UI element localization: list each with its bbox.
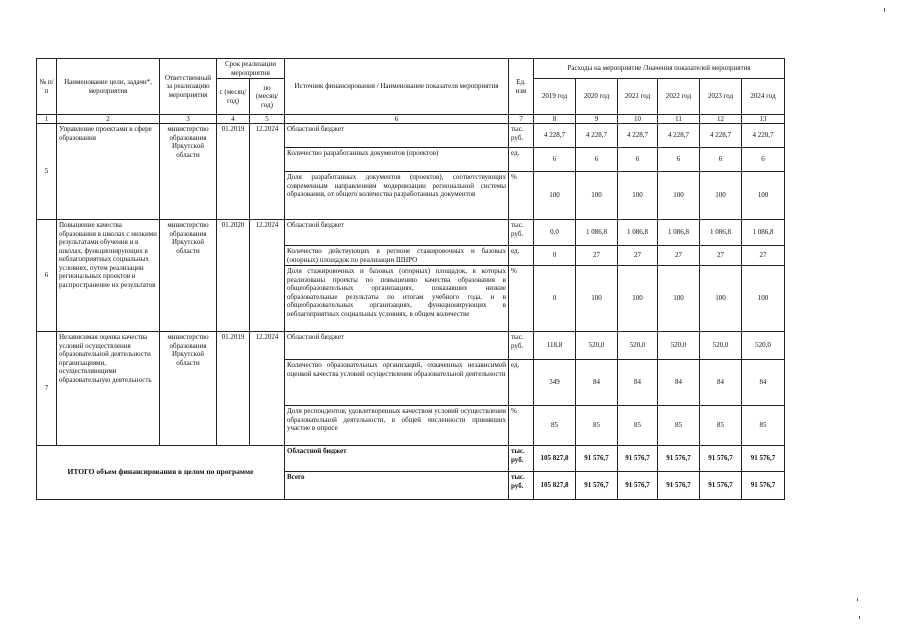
year-value: 84 [700,360,742,406]
unit: тыс. руб. [509,124,534,148]
source-indicator: Доля респондентов, удовлетворенных качеством условий осуществления образовательной деятельности, в общей численности принявших участие в опросе [285,406,509,446]
year-value: 100 [618,172,658,220]
period-from: 01.2020 [217,220,250,332]
total-value: 91 576,7 [618,472,658,500]
year-value: 27 [658,246,700,266]
year-value: 118,8 [534,332,576,360]
year-value: 4 228,7 [742,124,785,148]
year-value: 0 [534,246,576,266]
unit: тыс. руб. [509,220,534,246]
year-value: 100 [742,172,785,220]
unit: ед. [509,360,534,406]
table-row [37,332,785,360]
column-number: 2 [57,115,160,124]
year-value: 85 [534,406,576,446]
year-value: 27 [576,246,618,266]
year-value: 1 086,8 [576,220,618,246]
year-value: 4 228,7 [658,124,700,148]
period-to: 12.2024 [250,332,285,446]
header-unit: Ед. изм [509,59,534,115]
header-year: 2024 год [742,79,785,115]
activity-name: Независимая оценка качества условий осуществления образовательной деятельности организациями, осуществляющими образовательную деятельность [57,332,160,446]
header-responsible: Ответственный за реализацию мероприятия [160,59,217,115]
header-year: 2022 год [658,79,700,115]
total-value: 91 576,7 [700,446,742,472]
year-value: 100 [618,266,658,332]
year-value: 27 [742,246,785,266]
column-number: 11 [658,115,700,124]
header-source: Источник финансирования / Наименование показателя мероприятия [285,59,509,115]
year-value: 6 [534,148,576,172]
column-number: 9 [576,115,618,124]
year-value: 6 [658,148,700,172]
year-value: 6 [742,148,785,172]
year-value: 27 [700,246,742,266]
year-value: 100 [658,266,700,332]
year-value: 520,0 [618,332,658,360]
year-value: 84 [658,360,700,406]
year-value: 27 [618,246,658,266]
source-indicator: Областной бюджет [285,220,509,246]
activity-name: Повышение качества образования в школах с низкими результатами обучения и в школах, функционирующих в неблагоприятных социальных условиях, путем реализации региональных проектов и распространение их результатов [57,220,160,332]
column-number: 3 [160,115,217,124]
unit: % [509,172,534,220]
year-value: 6 [618,148,658,172]
column-number-row [37,115,785,124]
total-value: 91 576,7 [658,446,700,472]
column-number: 13 [742,115,785,124]
unit: % [509,266,534,332]
responsible-org: министерство образования Иркутской области [160,124,217,220]
total-source: Всего [285,472,509,500]
total-value: 91 576,7 [742,472,785,500]
source-indicator: Областной бюджет [285,124,509,148]
total-unit: тыс. руб. [509,472,534,500]
column-number: 7 [509,115,534,124]
total-unit: тыс. руб. [509,446,534,472]
year-value: 100 [700,172,742,220]
year-value: 6 [576,148,618,172]
section-number: 5 [37,124,57,220]
total-value: 91 576,7 [576,472,618,500]
year-value: 84 [618,360,658,406]
total-label: ИТОГО объем финансирования в целом по программе [37,446,285,500]
total-value: 91 576,7 [618,446,658,472]
header-year: 2020 год [576,79,618,115]
section-number: 6 [37,220,57,332]
total-source: Областной бюджет [285,446,509,472]
total-value: 91 576,7 [742,446,785,472]
year-value: 84 [742,360,785,406]
total-value: 91 576,7 [576,446,618,472]
year-value: 520,0 [700,332,742,360]
program-activities-table [36,58,785,500]
year-value: 520,0 [576,332,618,360]
header-num: № п/п [37,59,57,115]
column-number: 5 [250,115,285,124]
section-number: 7 [37,332,57,446]
year-value: 100 [576,172,618,220]
header-name: Наименование цели, задачи*, мероприятия [57,59,160,115]
table-row [37,220,785,246]
header-period-from: с (месяц/ год) [217,79,250,115]
scan-mark [857,598,858,601]
year-value: 0 [534,266,576,332]
year-value: 85 [700,406,742,446]
column-number: 12 [700,115,742,124]
year-value: 1 086,8 [742,220,785,246]
column-number: 1 [37,115,57,124]
unit: ед. [509,246,534,266]
year-value: 100 [576,266,618,332]
year-value: 520,0 [658,332,700,360]
unit: % [509,406,534,446]
source-indicator: Доля стажировочных и базовых (опорных) площадок, в которых реализованы проекты по повышению качества образования в общеобразовательных организациях, показавших низкие образовательные результаты по итогам учебного года, и в общеобразовательных организациях, функционирующих в неблагоприятных социальных условиях, в общем количестве [285,266,509,332]
total-value: 91 576,7 [700,472,742,500]
source-indicator: Количество действующих в регионе стажировочных и базовых (опорных) площадок по реализации ШНРО [285,246,509,266]
year-value: 4 228,7 [534,124,576,148]
year-value: 85 [658,406,700,446]
document-page [36,58,785,500]
header-period: Срок реализации мероприятия [217,59,285,79]
column-number: 4 [217,115,250,124]
responsible-org: министерство образования Иркутской области [160,332,217,446]
header-expenses: Расходы на мероприятие /Значения показателей мероприятия [534,59,785,79]
total-value: 105 827,8 [534,472,576,500]
year-value: 4 228,7 [700,124,742,148]
year-value: 520,0 [742,332,785,360]
source-indicator: Доля разработанных документов (проектов), соответствующих современным направлениям модернизации региональной системы образования, от общего количества разработанных документов [285,172,509,220]
table-row [37,124,785,148]
total-row [37,446,785,472]
year-value: 4 228,7 [618,124,658,148]
header-year: 2021 год [618,79,658,115]
header-year: 2023 год [700,79,742,115]
year-value: 1 086,8 [700,220,742,246]
activity-name: Управление проектами в сфере образования [57,124,160,220]
year-value: 349 [534,360,576,406]
year-value: 100 [700,266,742,332]
year-value: 84 [576,360,618,406]
period-to: 12.2024 [250,124,285,220]
year-value: 85 [742,406,785,446]
source-indicator: Количество образовательных организаций, охваченных независимой оценкой качества условий осуществления образовательной деятельности [285,360,509,406]
total-value: 91 576,7 [658,472,700,500]
year-value: 1 086,8 [618,220,658,246]
year-value: 100 [534,172,576,220]
unit: ед. [509,148,534,172]
header-period-to: по (месяц/ год) [250,79,285,115]
year-value: 100 [742,266,785,332]
scan-mark [884,8,885,12]
year-value: 1 086,8 [658,220,700,246]
column-number: 10 [618,115,658,124]
unit: тыс. руб. [509,332,534,360]
total-value: 105 827,8 [534,446,576,472]
header-year: 2019 год [534,79,576,115]
source-indicator: Областной бюджет [285,332,509,360]
responsible-org: министерство образования Иркутской области [160,220,217,332]
period-to: 12.2024 [250,220,285,332]
source-indicator: Количество разработанных документов (проектов) [285,148,509,172]
scan-mark [859,616,860,619]
year-value: 85 [576,406,618,446]
period-from: 01.2019 [217,124,250,220]
column-number: 8 [534,115,576,124]
year-value: 100 [658,172,700,220]
year-value: 0,0 [534,220,576,246]
header-row-1 [37,59,785,79]
period-from: 01.2019 [217,332,250,446]
year-value: 6 [700,148,742,172]
column-number: 6 [285,115,509,124]
year-value: 85 [618,406,658,446]
year-value: 4 228,7 [576,124,618,148]
